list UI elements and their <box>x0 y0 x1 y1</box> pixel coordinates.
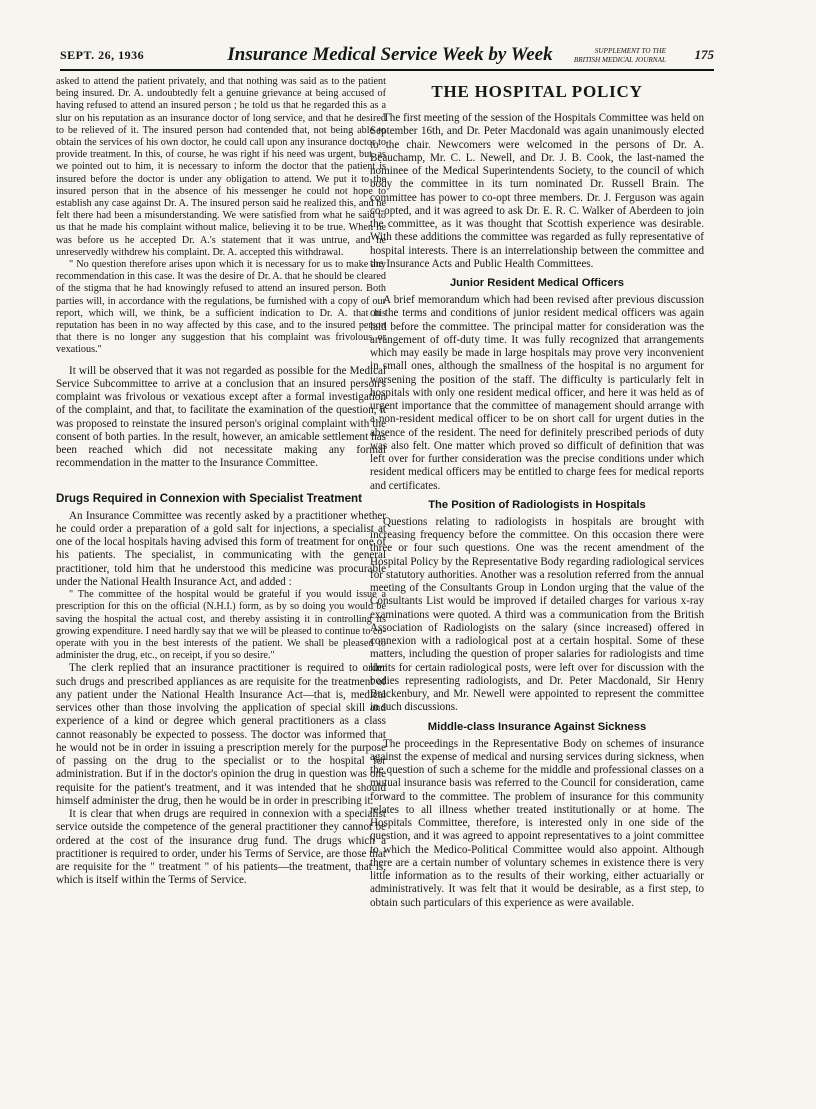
supplement-line-1: SUPPLEMENT TO THE <box>594 47 666 55</box>
running-title: Insurance Medical Service Week by Week <box>227 44 553 65</box>
intro-report-text: asked to attend the patient privately, and that nothing was said as to the patient being insured. Dr. A. undoubtedly felt a genuine grievance at being accused of having refused to attend an insured person ; he told us that he regarded this as a slur on his reputation as an insurance doctor of long service, and that he desired to be relieved of it. The insured person had contended that, not being able to obtain the services of his own doctor, he could call upon any insurance doctor to provide treatment. In this, of course, he was right if his need was urgent, but, as we pointed out to him, it is necessary to inform the doctor that the patient is insured before the doctor is under any obligation to attend. We put it to the insured person that in the absence of his messenger he could not hope to establish any case against Dr. A. The insured person said he realized this, and he felt there had been a misunderstanding. We were satisfied from what he said to us that he made his complaint without malice, believing it to be true. When he was before us he accepted Dr. A.'s statement that it was untrue, and he unreservedly withdrew his complaint. Dr. A. accepted this withdrawal. <box>56 76 386 258</box>
right-column <box>370 76 704 910</box>
section-heading-radiologists: The Position of Radiologists in Hospitals <box>428 498 646 511</box>
section-heading-drugs: Drugs Required in Connexion with Specialist Treatment <box>56 491 362 505</box>
left-column <box>56 76 386 888</box>
page-number: 175 <box>694 47 714 62</box>
clerk-reply-paragraph: The clerk replied that an insurance practitioner is required to order such drugs and prescribed appliances as are requisite for the treatment of any patient under the National Health Insurance Act—that is, medical services other than those involving the application of special skill and experience of a kind or degree which general practitioners as a class cannot reasonably be expected to possess. The doctor was informed that he would not be in order in issuing a prescription merely for the purpose of passing on the drug to the specialist or to the hospital for administration. But if in the doctor's opinion the drug in question was one requisite for the patient's treatment, and it was intended that he should himself administer the drug, then he would be in order in prescribing it. <box>56 662 386 807</box>
hospital-letter-quote: " The committee of the hospital would be grateful if you would issue a prescription for this on the official (N.H.I.) form, as by so doing you would be saving the hospital the actual cost, and thereby assisting it in controlling its growing expenditure. I need hardly say that we will be pleased to continue to co-operate with you in the best interests of the patient. We shall be pleased to administer the drug, etc., on receipt, if you so desire." <box>56 589 386 662</box>
observation-paragraph: It will be observed that it was not regarded as possible for the Medical Service Subcommittee to arrive at a conclusion that an insured person's complaint was frivolous or vexatious except after a formal investigation of the complaint, and that, to facilitate the examination of the question, it was proposed to reinstate the insured person's original complaint with the consent of both parties. In the result, however, an amicable settlement has been reached which did not necessitate making any formal recommendation in the matter to the Insurance Committee. <box>56 364 386 470</box>
middle-class-paragraph: The proceedings in the Representative Body on schemes of insurance against the expense of medical and nursing services during sickness, when the question of such a scheme for the middle and professional classes on a mutual insurance basis was referred to the Council for consideration, came forward to the committee. The problem of insurance for this community relates to all illness whether treated institutionally or at home. The Hospitals Committee, therefore, is interested only in one side of the question, and it was agreed to appoint representatives to a joint committee to which the Medico-Political Committee would also appoint. Although there are a certain number of voluntary schemes in existence there is very little information as to the results of their working, either actuarially or administratively. It was felt that it would be desirable, as a first step, to obtain such particulars of this experience as were available. <box>370 737 704 909</box>
drugs-paragraph: An Insurance Committee was recently asked by a practitioner whether he could order a preparation of a gold salt for injections, a specialist at one of the local hospitals having advised this form of treatment for one of his patients. The specialist, in communicating with the general practitioner, told him that he understood this medicine was procurable under the National Health Insurance Act, and added : <box>56 509 386 588</box>
junior-paragraph: A brief memorandum which had been revised after previous discussion on the terms and conditions of junior resident medical officers was again laid before the committee. The principal matter for consideration was the arrangement of off-duty time. It was fully recognized that arrangements which may easily be made in large hospitals may prove very inconvenient in small ones, although the smallness of the hospital is no argument for worsening the position of the staff. The difficulty is particularly felt in hospitals with only one resident medical officer, and here it was held as of urgent importance that the committee of management should arrange with a non-resident medical officer to be on short call for urgent duties in the absence of the resident. The need for definitely prescribed periods of duty was also felt. One matter which proved so difficult of definition that was left over for further consideration was the precise conditions under which resident medical officers may be entitled to charge fees for medical reports and certificates. <box>370 294 704 492</box>
first-meeting-paragraph: The first meeting of the session of the Hospitals Committee was held on September 16th, and Dr. Peter Macdonald was again unanimously elected to the chair. Newcomers were welcomed in the persons of Dr. A. Beauchamp, Mr. C. L. Newell, and Dr. J. B. Cook, the last-named the nominee of the Medical Superintendents Society, to the council of which body the committee in its turn nominated Dr. Russell Brain. The committee has power to co-opt three members. Dr. J. Ferguson was again co-opted, and it was agreed to ask Dr. E. R. C. Walker of Aberdeen to join the committee, as it was thought that Scottish experience was desirable. With these additions the committee was regarded as fully representative of hospital interests. There is an interrelationship between the committee and the Insurance Acts and Public Health Committees. <box>370 112 704 270</box>
header-rule <box>60 69 714 71</box>
article-title: THE HOSPITAL POLICY <box>431 82 643 101</box>
issue-date: SEPT. 26, 1936 <box>60 48 145 62</box>
section-heading-junior: Junior Resident Medical Officers <box>449 277 625 289</box>
section-heading-middle-class: Middle-class Insurance Against Sickness <box>427 720 647 733</box>
supplement-line-2: BRITISH MEDICAL JOURNAL <box>573 56 666 64</box>
report-conclusion-quote: " No question therefore arises upon which it is necessary for us to make any recommendation in this case. It was the desire of Dr. A. that he should be cleared of the stigma that he had knowingly refused to attend an insured person. Both parties will, in accordance with the regulations, be furnished with a copy of our report, which will, we think, be a sufficient indication to Dr. A. that his reputation has been in no way affected by this case, and to the insured person that there is no longer any suggestion that his complaint was frivolous or vexatious." <box>56 259 386 356</box>
radiologists-paragraph: Questions relating to radiologists in hospitals are brought with increasing frequency before the committee. On this occasion there were three or four such questions. One was the recent amendment of the Hospital Policy by the Representative Body regarding radiological services for statutory authorities. Another was a resolution referred from the annual meeting of the Consultants Group in London urging that the value of the Consultants List would be improved if detailed charges for various x-ray examinations were quoted. A third was a communication from the British Association of Radiologists on the salary (since increased) offered in connexion with a radiological post at a certain hospital. Some of these matters, including the question of proper salaries for radiologists and time limits for certain radiological posts, were left over for discussion with the bodies representing radiologists, and Dr. Peter Macdonald, Sir Henry Brackenbury, and Mr. Newell were appointed to represent the committee in such discussions. <box>370 515 704 714</box>
supplement-note <box>574 47 666 65</box>
clear-paragraph: It is clear that when drugs are required in connexion with a specialist service outside the competence of the general practitioner they cannot be ordered at the cost of the insurance drug fund. The drugs which a practitioner is required to order, under his Terms of Service, are those that are requisite for the " treatment " of his patients—the treatment, that is, which is itself within the Terms of Service. <box>56 808 386 887</box>
